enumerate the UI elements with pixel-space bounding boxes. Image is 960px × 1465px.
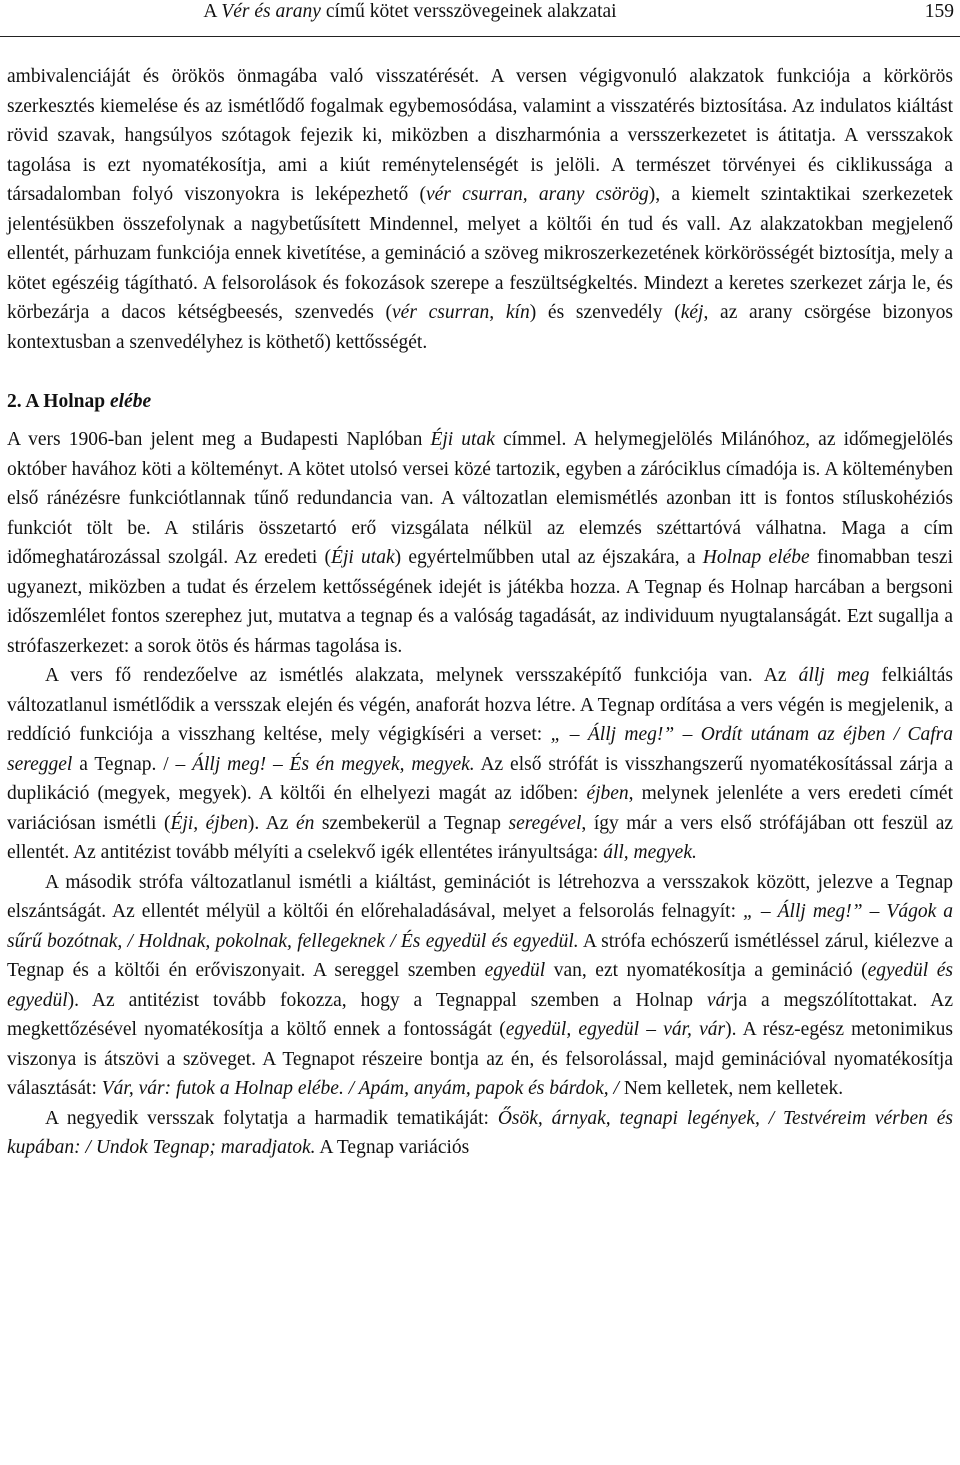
paragraph [7,425,953,661]
text-run: ) egyértelműbben utal az éjszakára, a [394,547,703,568]
italic-text: egyedül és egyedül [7,960,953,1011]
text-run: ). A rész-egész metonimikus viszonya is átszövi a szöveget. A Tegnapot részeire bontja az én, és felsorolással, majd geminációval nyomatékosítja választását: [7,1019,953,1099]
text-run: címmel. A helymegjelölés Milánóhoz, az időmegjelölés október havához köti a költeményt. A kötet utolsó versei közé tartozik, egyben a záróciklus címadója is. A költeményben első ránézésre funkciótlannak tűnő redundancia van. A változatlan elemismétlés azonban itt is fontos stíluskohéziós funkciót tölt be. A stiláris összetartó erő vizsgálata nélkül az elemzés széttartóvá válhatna. Maga a cím időmeghatározással szolgál. Az eredeti ( [7,429,953,568]
italic-text: Vár, vár: futok a Holnap elébe. / Apám, anyám, papok és bárdok, / [101,1078,619,1099]
text-run: , az arany csörgése bizonyos kontextusban a szenvedélyhez is köthető) kettősségét. [7,302,953,353]
text-run: ), a kiemelt szintaktikai szerkezetek jelentésükben összefolynak a nagybetűsített Mindennel, melyet a költői én tud és vall. Az alakzatokban megjelenő ellentét, párhuzam funkciója ennek kivetítése, a gemináció a szöveg mikroszerkezetének körkörösségét biztosítja, mely a kötet egészéig tágítható. A felsorolások és fokozások szerepe a feszültségkeltés. Mindezt a keretes szerkezet zárja le, és körbezárja a dacos kétségbeesés, szenvedés ( [7,184,953,323]
text-run: A Tegnap variációs [315,1137,470,1158]
text-run: A vers fő rendezőelve az ismétlés alakzata, melynek versszaképítő funkciója van. Az [45,665,799,686]
italic-text: Éji utak [430,429,495,450]
text-run: felkiáltás változatlanul ismétlődik a versszak elején és végén, anaforát hozva létre. A Tegnap ordítása a vers végén is megjelenik, a reddíció funkciója a visszhang keltése, mely végigkíséri a verset: [7,665,954,745]
text-run: Nem kelletek, nem kelletek. [618,1078,844,1099]
text-run: a Tegnap. / [72,753,176,775]
text-run: van, ezt nyomatékosítja a gemináció ( [545,960,868,981]
italic-text: Éji utak [331,547,395,568]
italic-text: éjben [586,783,629,804]
italic-text: vér csurran, arany csörög [425,184,649,205]
italic-text: Holnap elébe [702,547,810,568]
text-run: A második strófa változatlanul ismétli a kiáltást, geminációt is létrehozva a versszakok között, jelezve a Tegnap elszántságát. Az ellentét mélyül a költői én előrehaladásával, melyet a felsorolás felnagyít: [7,871,953,922]
italic-text: egyedül, egyedül – vár, vár [505,1019,726,1040]
italic-text: „ – Állj meg!” – Vágok a sűrű bozótnak, / Holdnak, pokolnak, fellegeknek / És egyedül és egyedül. [7,901,953,952]
book-title: Vér és arany [221,1,321,22]
text-run: ambivalenciáját és örökös önmagába való visszatérését. A versen végigvonuló alakzatok funkciója a körkörös szerkesztés kiemelése és az ismétlődő fogalmak egybemosódása, valamint a visszatérés biztosítása. Az indulatos kiáltást rövid szavak, hangsúlyos szótagok fejezik ki, miközben a diszharmónia a versszerkezetet is átitatja. A versszakok tagolása is ezt nyomatékosítja, ami a kiút reménytelenségét is jelöli. A természet törvényei és ciklikussága a társadalomban folyó viszonyokra is leképezhető ( [7,66,953,205]
text-run: finomabban teszi ugyanezt, miközben a tudat és érzelem kettősségének idejét is játékba hozza. A Tegnap és Holnap harcában a bergsoni időszemlélet fontos szerephez jut, mutatva a tegnap és a valóság tagadását, az individuum nyugtalanságát. Ezt sugallja a strófaszerkezet: a sorok ötös és hármas tagolása is. [7,547,953,657]
italic-text: egyedül [484,960,546,981]
text-run: A negyedik versszak folytatja a harmadik tematikáját: [45,1107,498,1129]
paragraph [7,1104,953,1163]
italic-text: Ősök, árnyak, tegnapi legények, / Testvéreim vérben és kupában: / Undok Tegnap; maradjatok. [7,1107,954,1158]
text-run: Az első strófát is visszhangszerű nyomatékosítással zárja a duplikáció (megyek, megyek). A költői én elhelyezi magát az időben: [7,753,953,804]
text-run: ). Az [247,812,296,834]
text-run: A strófa echószerű ismétléssel zárul, kiélezve a Tegnap és a költői én erőviszonyait. A sereggel szemben [7,930,953,981]
body-text [7,62,953,1163]
text-run: ) és szenvedély ( [529,302,681,323]
text-run: A vers 1906-ban jelent meg a Budapesti Naplóban [7,429,431,450]
paragraph [7,62,953,357]
running-title: A Vér és arany című kötet versszövegeinek alakzatai [203,1,617,22]
text-run: , melynek jelenléte a vers eredeti címét variációsan ismétli ( [7,783,953,834]
text-run: ). Az antitézist tovább fokozza, hogy a Tegnappal szemben a Holnap [67,989,707,1011]
section-heading: 2. A Holnap elébe [7,391,152,412]
running-header [0,0,960,37]
text-run: , így már a vers első strófájában ott feszül az ellentét. Az antitézist tovább mélyíti a cselekvő igék ellentétes irányultsága: [7,812,954,863]
paragraph [7,868,953,1104]
page-number: 159 [924,1,954,22]
text-run: ja a megszólítottakat. Az megkettőzésével nyomatékosítja a költő ennek a fontosságát ( [7,989,953,1040]
italic-text: Éji, éjben [170,812,248,834]
paragraph [7,661,953,868]
italic-text: kéj [680,302,704,323]
italic-text: állj meg [798,665,870,686]
italic-text: vér csurran, kín [392,302,530,323]
italic-text: én [295,812,315,834]
text-run: szembekerül a Tegnap [314,812,509,834]
italic-text: vár [706,989,733,1011]
italic-text: – Állj meg! – És én megyek, megyek. [175,753,475,775]
italic-text: seregével [508,812,582,834]
italic-text: áll, megyek. [603,842,697,863]
italic-text: „ – Állj meg!” – Ordít utánam az éjben / Cafra sereggel [7,724,953,775]
